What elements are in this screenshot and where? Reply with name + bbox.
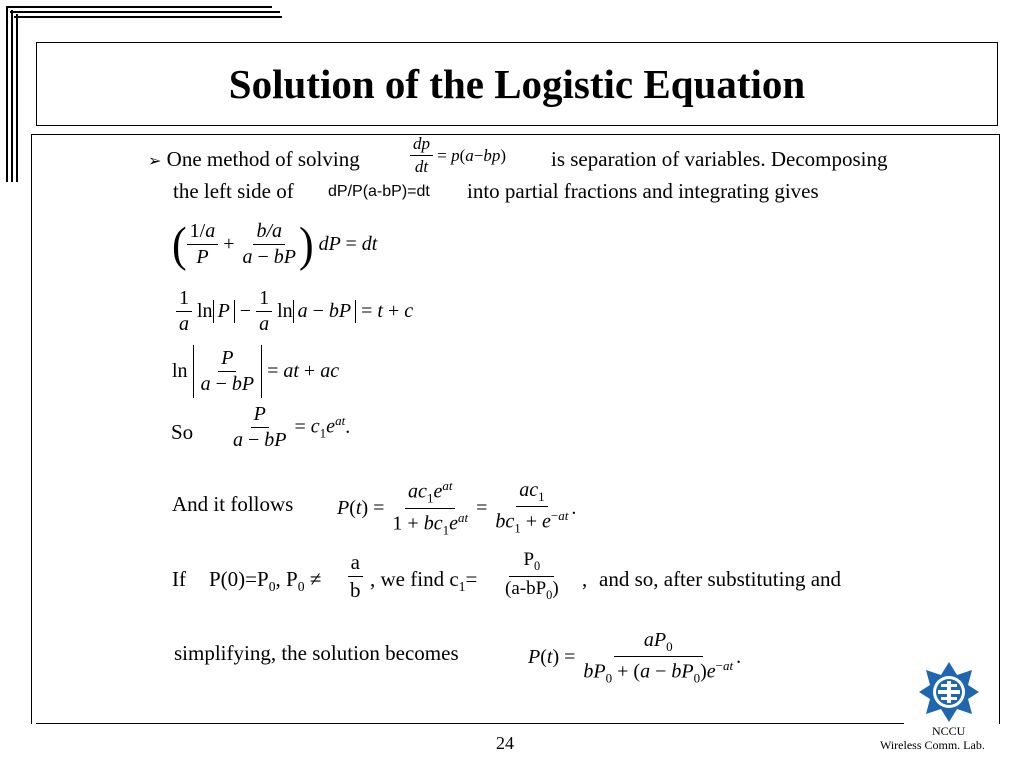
- condition-text: $P(0)=P_0$, $P_0$ ≠: [209, 567, 322, 595]
- title-box: [36, 42, 998, 126]
- nccu-logo-icon: [918, 661, 980, 723]
- fraction-a-over-b: $\frac{a}{b}$: [347, 550, 364, 603]
- text-segment: simplifying, the solution becomes: [174, 641, 459, 665]
- corner-line: [6, 6, 8, 182]
- text-segment: , P: [275, 567, 298, 591]
- text-segment: into partial fractions and integrating gives: [467, 179, 819, 203]
- footer-divider: [36, 723, 904, 724]
- corner-line: [16, 14, 18, 182]
- equation-integrated: $\frac{1}{a}$ ln P − $\frac{1}{a}$ ln a − bP = t + c: [176, 287, 413, 336]
- inline-equation: dP/P(a-bP)=dt: [328, 183, 430, 200]
- corner-line: [11, 10, 13, 182]
- corner-line: [14, 16, 282, 18]
- org-name: NCCU: [932, 724, 966, 738]
- equation-log: ln $\frac{P}{a - bP}$ = at + ac: [172, 345, 339, 398]
- inline-equation-dpdt: $\frac{dp}{dt}$ = p ( a − bp ): [410, 134, 506, 177]
- equation-follows: P(t) = $\frac{ac_1e^{at}}{1 + bc_1e^{at}}$ = $\frac{ac_1}{bc_1 + e^{-at}}$ .: [337, 478, 577, 538]
- text-segment: And it follows: [172, 492, 294, 516]
- corner-line: [6, 6, 272, 8]
- slide-title: Solution of the Logistic Equation: [228, 61, 806, 107]
- text-segment: and so, after substituting and: [599, 567, 842, 591]
- bullet-line-1: [148, 149, 360, 170]
- text-segment: P(0)=P: [209, 567, 269, 591]
- text-segment: One method of solving: [166, 147, 360, 171]
- page-number: 24: [496, 733, 514, 753]
- fraction-c1: $\frac{P_0}{(a-bP_0)}$: [505, 549, 559, 602]
- text-segment: is separation of variables. Decomposing: [551, 147, 888, 171]
- equation-solution: P(t) = $\frac{aP_0}{bP_0 + (a - bP_0)e^{-at}}$ .: [528, 629, 742, 686]
- equation-so: $\frac{P}{a - bP}$ = $c_1e^{at}$ .: [233, 403, 351, 451]
- equation-partial-fractions: ( $\frac{1/a}{P}$ + $\frac{b/a}{a - bP}$ ) dP = dt: [172, 217, 378, 271]
- bullet-marker-icon: ➢: [148, 151, 162, 170]
- text-segment: If: [172, 567, 186, 591]
- text-segment: , we find c: [370, 567, 459, 591]
- text-segment: ,: [582, 567, 588, 591]
- corner-line: [10, 11, 280, 13]
- lab-name: Wireless Comm. Lab.: [880, 738, 985, 752]
- text-segment: the left side of: [173, 179, 294, 203]
- text-segment: So: [171, 420, 194, 444]
- we-find-text: , we find $c_1=$: [370, 567, 478, 595]
